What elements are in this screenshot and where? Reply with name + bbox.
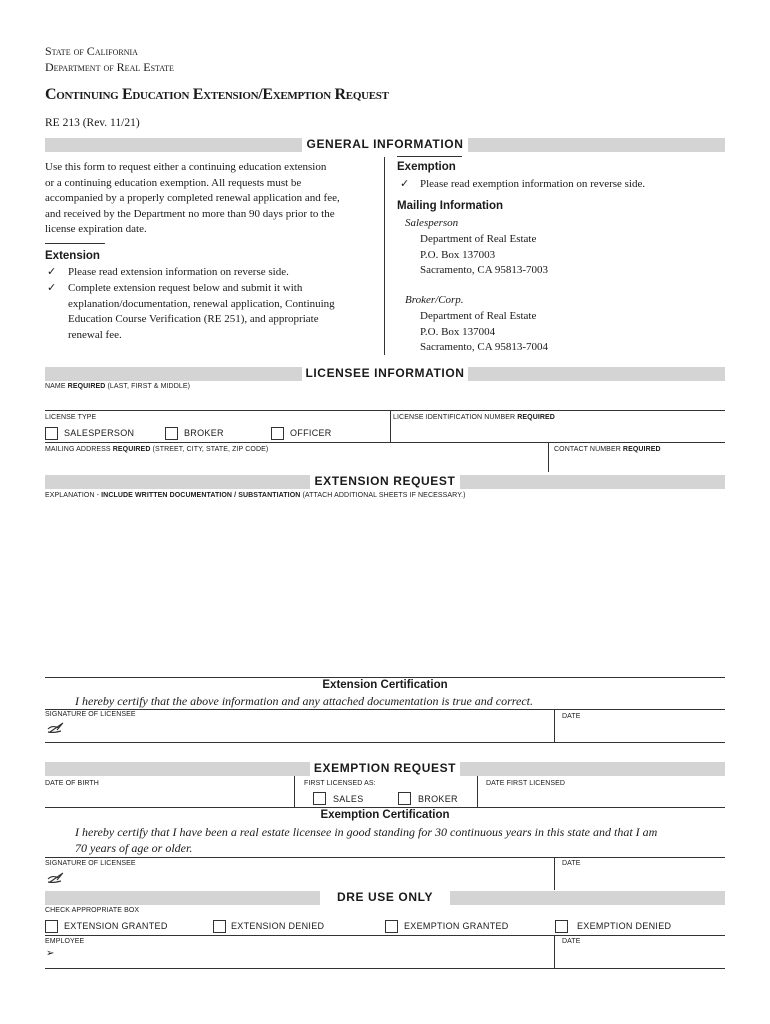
employee-label: EMPLOYEE bbox=[45, 938, 85, 945]
broker-label: Broker/Corp. bbox=[405, 294, 464, 306]
name-field[interactable] bbox=[45, 391, 725, 409]
dre-date-label: DATE bbox=[562, 938, 581, 945]
exemption-item: Please read exemption information on reverse side. bbox=[420, 178, 646, 190]
officer-option-label: OFFICER bbox=[290, 428, 332, 438]
sales-checkbox[interactable] bbox=[313, 792, 326, 805]
divider bbox=[554, 709, 555, 742]
mailing-address-field[interactable] bbox=[45, 455, 545, 471]
divider bbox=[45, 410, 725, 411]
extension-item-1: Please read extension information on reverse side. bbox=[68, 266, 289, 278]
exemption-granted-checkbox[interactable] bbox=[385, 920, 398, 933]
general-intro: Use this form to request either a continuing education extension or a continuing education exemption. All requests must be accompanied by a properly completed renewal application and fee, and received by the Department no more than 90 days prior to the license expiration date. bbox=[45, 161, 340, 235]
form-number: RE 213 (Rev. 11/21) bbox=[45, 117, 140, 129]
divider bbox=[45, 243, 105, 244]
broker-address: Department of Real Estate P.O. Box 137004 Sacramento, CA 95813-7004 bbox=[420, 310, 549, 353]
contact-number-field[interactable] bbox=[554, 455, 724, 471]
exemption-date-label: DATE bbox=[562, 860, 581, 867]
mailing-address-label: MAILING ADDRESS REQUIRED (STREET, CITY, STATE, ZIP CODE) bbox=[45, 446, 269, 453]
employee-field[interactable] bbox=[62, 947, 550, 965]
salesperson-label: Salesperson bbox=[405, 217, 459, 229]
dob-field[interactable] bbox=[45, 790, 290, 806]
divider bbox=[397, 156, 462, 157]
general-info-heading: GENERAL INFORMATION bbox=[302, 137, 468, 152]
divider bbox=[45, 935, 725, 936]
exemption-certification-title: Exemption Certification bbox=[320, 809, 450, 821]
date-first-licensed-label: DATE FIRST LICENSED bbox=[486, 780, 566, 787]
officer-checkbox[interactable] bbox=[271, 427, 284, 440]
extension-item-2: Complete extension request below and submit it with explanation/documentation, renewal application, Continuing Education Course Verification (RE 251), and appropriate renewal fee. bbox=[68, 282, 335, 341]
explanation-field[interactable] bbox=[45, 503, 725, 673]
extension-date-field[interactable] bbox=[562, 722, 722, 740]
exemption-signature-field[interactable] bbox=[65, 868, 550, 888]
extension-certification-title: Extension Certification bbox=[322, 679, 448, 691]
divider bbox=[45, 742, 725, 743]
form-title: Continuing Education Extension/Exemption Request bbox=[45, 86, 389, 103]
dob-label: DATE OF BIRTH bbox=[45, 780, 99, 787]
exemption-certification-text: I hereby certify that I have been a real estate licensee in good standing for 30 continuous years in this state and that I am 70 years of age or older. bbox=[75, 825, 658, 855]
exemption-signature-label: SIGNATURE OF LICENSEE bbox=[45, 860, 136, 867]
mailing-heading: Mailing Information bbox=[397, 200, 504, 212]
salesperson-address: Department of Real Estate P.O. Box 137003 Sacramento, CA 95813-7003 bbox=[420, 233, 549, 276]
broker-option-label: BROKER bbox=[184, 428, 224, 438]
extension-heading: Extension bbox=[45, 250, 100, 262]
divider bbox=[554, 857, 555, 890]
divider bbox=[45, 968, 725, 969]
extension-request-heading: EXTENSION REQUEST bbox=[310, 474, 460, 489]
department-name: Department of Real Estate bbox=[45, 60, 174, 74]
exemption-granted-label: EXEMPTION GRANTED bbox=[404, 921, 509, 931]
divider bbox=[477, 776, 478, 807]
salesperson-option-label: SALESPERSON bbox=[64, 428, 135, 438]
licensee-info-heading: LICENSEE INFORMATION bbox=[302, 366, 468, 381]
license-id-field[interactable] bbox=[393, 423, 723, 441]
exempt-broker-option-label: BROKER bbox=[418, 794, 458, 804]
extension-granted-checkbox[interactable] bbox=[45, 920, 58, 933]
extension-signature-label: SIGNATURE OF LICENSEE bbox=[45, 711, 136, 718]
divider bbox=[45, 442, 725, 443]
exempt-broker-checkbox[interactable] bbox=[398, 792, 411, 805]
dre-date-field[interactable] bbox=[562, 947, 722, 965]
dre-use-heading: DRE USE ONLY bbox=[320, 890, 450, 905]
divider bbox=[45, 857, 725, 858]
divider bbox=[45, 677, 725, 678]
license-id-label: LICENSE IDENTIFICATION NUMBER REQUIRED bbox=[393, 414, 555, 421]
divider bbox=[294, 776, 295, 807]
name-label: NAME REQUIRED (LAST, FIRST & MIDDLE) bbox=[45, 383, 191, 390]
first-licensed-label: FIRST LICENSED AS: bbox=[304, 780, 376, 787]
exemption-heading: Exemption bbox=[397, 161, 456, 173]
arrow-icon: ➢ bbox=[46, 948, 55, 959]
extension-denied-checkbox[interactable] bbox=[213, 920, 226, 933]
check-icon: ✓ bbox=[47, 282, 57, 294]
extension-signature-field[interactable] bbox=[65, 719, 550, 741]
date-first-licensed-field[interactable] bbox=[486, 790, 722, 806]
divider bbox=[45, 807, 725, 808]
explanation-label: EXPLANATION - INCLUDE WRITTEN DOCUMENTATION / SUBSTANTIATION (ATTACH ADDITIONAL SHEETS IF NECESSARY.) bbox=[45, 492, 466, 499]
exemption-request-heading: EXEMPTION REQUEST bbox=[310, 761, 460, 776]
divider bbox=[554, 935, 555, 968]
extension-granted-label: EXTENSION GRANTED bbox=[64, 921, 168, 931]
signature-pen-icon bbox=[47, 870, 65, 889]
broker-checkbox[interactable] bbox=[165, 427, 178, 440]
exemption-denied-checkbox[interactable] bbox=[555, 920, 568, 933]
state-name: State of California bbox=[45, 44, 138, 58]
check-icon: ✓ bbox=[47, 266, 57, 278]
signature-pen-icon bbox=[47, 720, 65, 739]
contact-number-label: CONTACT NUMBER REQUIRED bbox=[554, 446, 661, 453]
sales-option-label: SALES bbox=[333, 794, 364, 804]
salesperson-checkbox[interactable] bbox=[45, 427, 58, 440]
extension-date-label: DATE bbox=[562, 713, 581, 720]
extension-certification-text: I hereby certify that the above information and any attached documentation is true and correct. bbox=[75, 694, 534, 708]
divider bbox=[390, 410, 391, 442]
check-box-label: CHECK APPROPRIATE BOX bbox=[45, 907, 140, 914]
exemption-denied-label: EXEMPTION DENIED bbox=[577, 921, 672, 931]
check-icon: ✓ bbox=[400, 178, 410, 190]
license-type-label: LICENSE TYPE bbox=[45, 414, 97, 421]
divider bbox=[548, 442, 549, 472]
divider bbox=[45, 709, 725, 710]
exemption-date-field[interactable] bbox=[562, 870, 722, 888]
extension-denied-label: EXTENSION DENIED bbox=[231, 921, 325, 931]
column-divider bbox=[384, 157, 385, 355]
